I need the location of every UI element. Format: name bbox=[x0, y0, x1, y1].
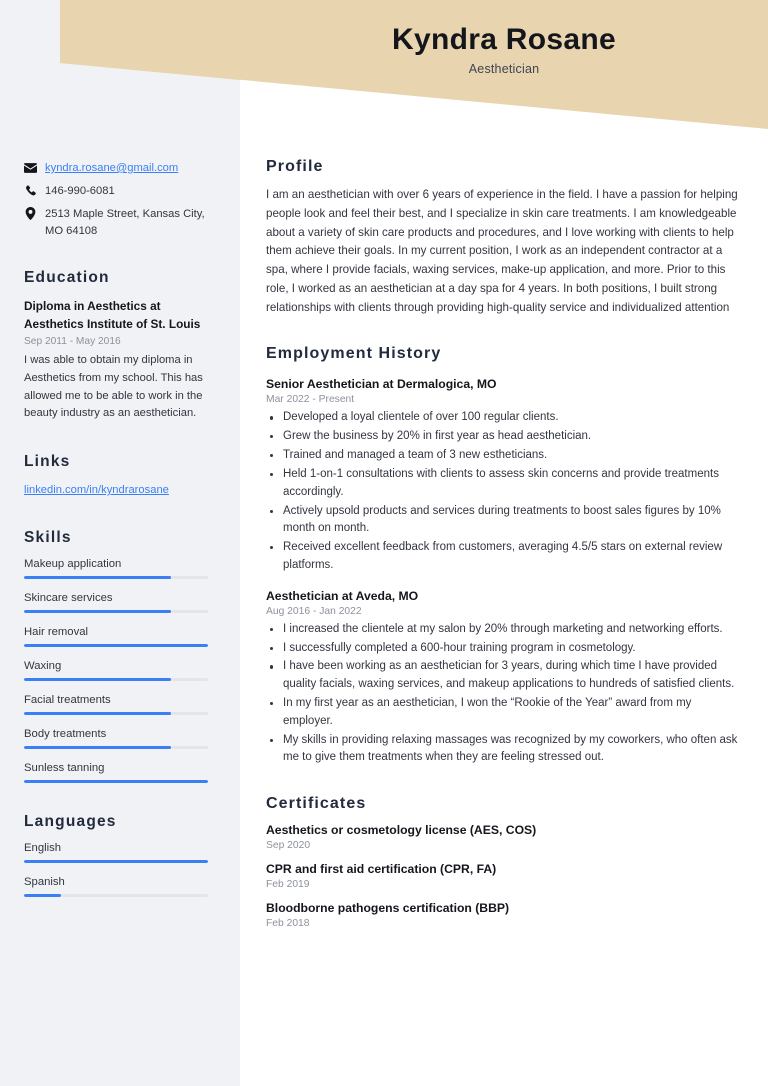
language-bar-fill bbox=[24, 860, 208, 863]
contact-list bbox=[24, 160, 216, 239]
employment-bullets bbox=[266, 409, 740, 574]
phone-icon bbox=[24, 183, 37, 198]
bullet-item: Actively upsold products and services during treatments to boost sales figures by 10% month on month. bbox=[266, 503, 740, 539]
skill-label: Skincare services bbox=[24, 591, 113, 604]
education-description: I was able to obtain my diploma in Aesthetics from my school. This has allowed me to be able to work in the beauty industry as an aesthetician. bbox=[24, 354, 203, 420]
certificate-date: Feb 2019 bbox=[266, 879, 310, 891]
language-bar-track bbox=[24, 860, 208, 863]
employment-entry bbox=[266, 589, 740, 768]
skill-label: Makeup application bbox=[24, 557, 122, 570]
skill-bar-track bbox=[24, 678, 208, 681]
contact-phone-value: 146-990-6081 bbox=[45, 185, 115, 198]
skill-bar-fill bbox=[24, 746, 171, 749]
profile-text: I am an aesthetician with over 6 years of experience in the field. I have a passion for helping people look and feel their best, and I specialize in skin care treatments. I am knowledgeable about a variety of skin care products and procedures, and I love working with clients to help them achieve their goals. In my current position, I work as an independent contractor at a spa, where I provide facials, waxing services, make-up application, and more. Prior to this role, I worked as an aesthetician at a day spa for 4 years. In both positions, I built strong relationships with clients through providing high-quality service and individualized attention bbox=[266, 188, 738, 314]
skill-label: Body treatments bbox=[24, 727, 107, 740]
bullet-item: Received excellent feedback from customers, averaging 4.5/5 stars on external review platforms. bbox=[266, 539, 740, 575]
contact-item-address bbox=[24, 206, 216, 238]
bullet-item: In my first year as an aesthetician, I won the “Rookie of the Year” award from my employer. bbox=[266, 695, 740, 731]
sidebar bbox=[0, 0, 240, 1086]
certificates-heading: Certificates bbox=[266, 795, 367, 813]
employment-title: Aesthetician at Aveda, MO bbox=[266, 588, 419, 603]
skill-item bbox=[24, 558, 216, 579]
languages-heading: Languages bbox=[24, 812, 117, 830]
skills-heading: Skills bbox=[24, 528, 72, 546]
contact-email-value[interactable]: kyndra.rosane@gmail.com bbox=[45, 162, 179, 174]
certificate-title: CPR and first aid certification (CPR, FA) bbox=[266, 862, 497, 877]
bullet-item: Developed a loyal clientele of over 100 regular clients. bbox=[266, 409, 740, 427]
certificate-title: Bloodborne pathogens certification (BBP) bbox=[266, 901, 510, 916]
skill-label: Facial treatments bbox=[24, 693, 111, 706]
education-entry bbox=[24, 298, 216, 423]
education-heading: Education bbox=[24, 268, 110, 286]
skill-item bbox=[24, 660, 216, 681]
language-bar-fill bbox=[24, 894, 61, 897]
language-item bbox=[24, 876, 216, 897]
language-bar-track bbox=[24, 894, 208, 897]
education-date: Sep 2011 - May 2016 bbox=[24, 336, 121, 348]
skill-label: Sunless tanning bbox=[24, 761, 105, 774]
certificate-date: Sep 2020 bbox=[266, 840, 311, 852]
certificate-date: Feb 2018 bbox=[266, 918, 310, 930]
skill-item bbox=[24, 626, 216, 647]
skill-bar-track bbox=[24, 644, 208, 647]
employment-heading: Employment History bbox=[266, 345, 442, 363]
skill-label: Hair removal bbox=[24, 625, 89, 638]
employment-entry bbox=[266, 377, 740, 574]
main-content bbox=[240, 0, 768, 1086]
links-heading: Links bbox=[24, 453, 71, 471]
certificate-item bbox=[266, 823, 740, 851]
skill-bar-fill bbox=[24, 644, 208, 647]
candidate-job-title: Aesthetician bbox=[468, 62, 540, 76]
header-text-block bbox=[240, 22, 768, 76]
skill-item bbox=[24, 762, 216, 783]
employment-title: Senior Aesthetician at Dermalogica, MO bbox=[266, 377, 497, 392]
employment-date: Mar 2022 - Present bbox=[266, 394, 355, 406]
skill-bar-track bbox=[24, 746, 208, 749]
skill-bar-fill bbox=[24, 576, 171, 579]
skill-bar-fill bbox=[24, 780, 208, 783]
education-title: Diploma in Aesthetics at Aesthetics Institute of St. Louis bbox=[24, 298, 201, 331]
contact-item-phone bbox=[24, 183, 216, 199]
skill-item bbox=[24, 694, 216, 715]
certificate-item bbox=[266, 901, 740, 929]
bullet-item: I have been working as an aesthetician for 3 years, during which time I have provided quality facials, waxing services, and makeup applications to hundreds of satisfied clients. bbox=[266, 658, 740, 694]
employment-bullets bbox=[266, 621, 740, 768]
language-label: Spanish bbox=[24, 875, 65, 888]
bullet-item: Grew the business by 20% in first year as head aesthetician. bbox=[266, 428, 740, 446]
language-item bbox=[24, 842, 216, 863]
skill-bar-track bbox=[24, 780, 208, 783]
skill-bar-track bbox=[24, 576, 208, 579]
location-pin-icon bbox=[24, 206, 37, 221]
languages-list bbox=[24, 842, 216, 897]
skill-bar-fill bbox=[24, 610, 171, 613]
profile-heading: Profile bbox=[266, 158, 324, 175]
bullet-item: My skills in providing relaxing massages was recognized by my coworkers, who often ask me to give them treatments when they are feeling stressed out. bbox=[266, 732, 740, 768]
contact-address-value: 2513 Maple Street, Kansas City, MO 64108 bbox=[45, 208, 205, 237]
bullet-item: Trained and managed a team of 3 new estheticians. bbox=[266, 447, 740, 465]
skills-list bbox=[24, 558, 216, 783]
language-label: English bbox=[24, 841, 62, 854]
contact-item-email[interactable] bbox=[24, 160, 216, 176]
bullet-item: Held 1-on-1 consultations with clients to assess skin concerns and provide treatments accordingly. bbox=[266, 466, 740, 502]
employment-date: Aug 2016 - Jan 2022 bbox=[266, 605, 362, 617]
candidate-name: Kyndra Rosane bbox=[392, 23, 616, 56]
skill-bar-fill bbox=[24, 712, 171, 715]
certificates-list bbox=[266, 823, 740, 929]
certificate-item bbox=[266, 862, 740, 890]
envelope-icon bbox=[24, 160, 37, 175]
bullet-item: I increased the clientele at my salon by 20% through marketing and networking efforts. bbox=[266, 621, 740, 639]
bullet-item: I successfully completed a 600-hour training program in cosmetology. bbox=[266, 640, 740, 658]
skill-bar-track bbox=[24, 712, 208, 715]
skill-bar-fill bbox=[24, 678, 171, 681]
link-item-linkedin[interactable]: linkedin.com/in/kyndrarosane bbox=[24, 484, 169, 497]
skill-item bbox=[24, 592, 216, 613]
skill-label: Waxing bbox=[24, 659, 62, 672]
certificate-title: Aesthetics or cosmetology license (AES, COS) bbox=[266, 823, 537, 838]
skill-item bbox=[24, 728, 216, 749]
skill-bar-track bbox=[24, 610, 208, 613]
